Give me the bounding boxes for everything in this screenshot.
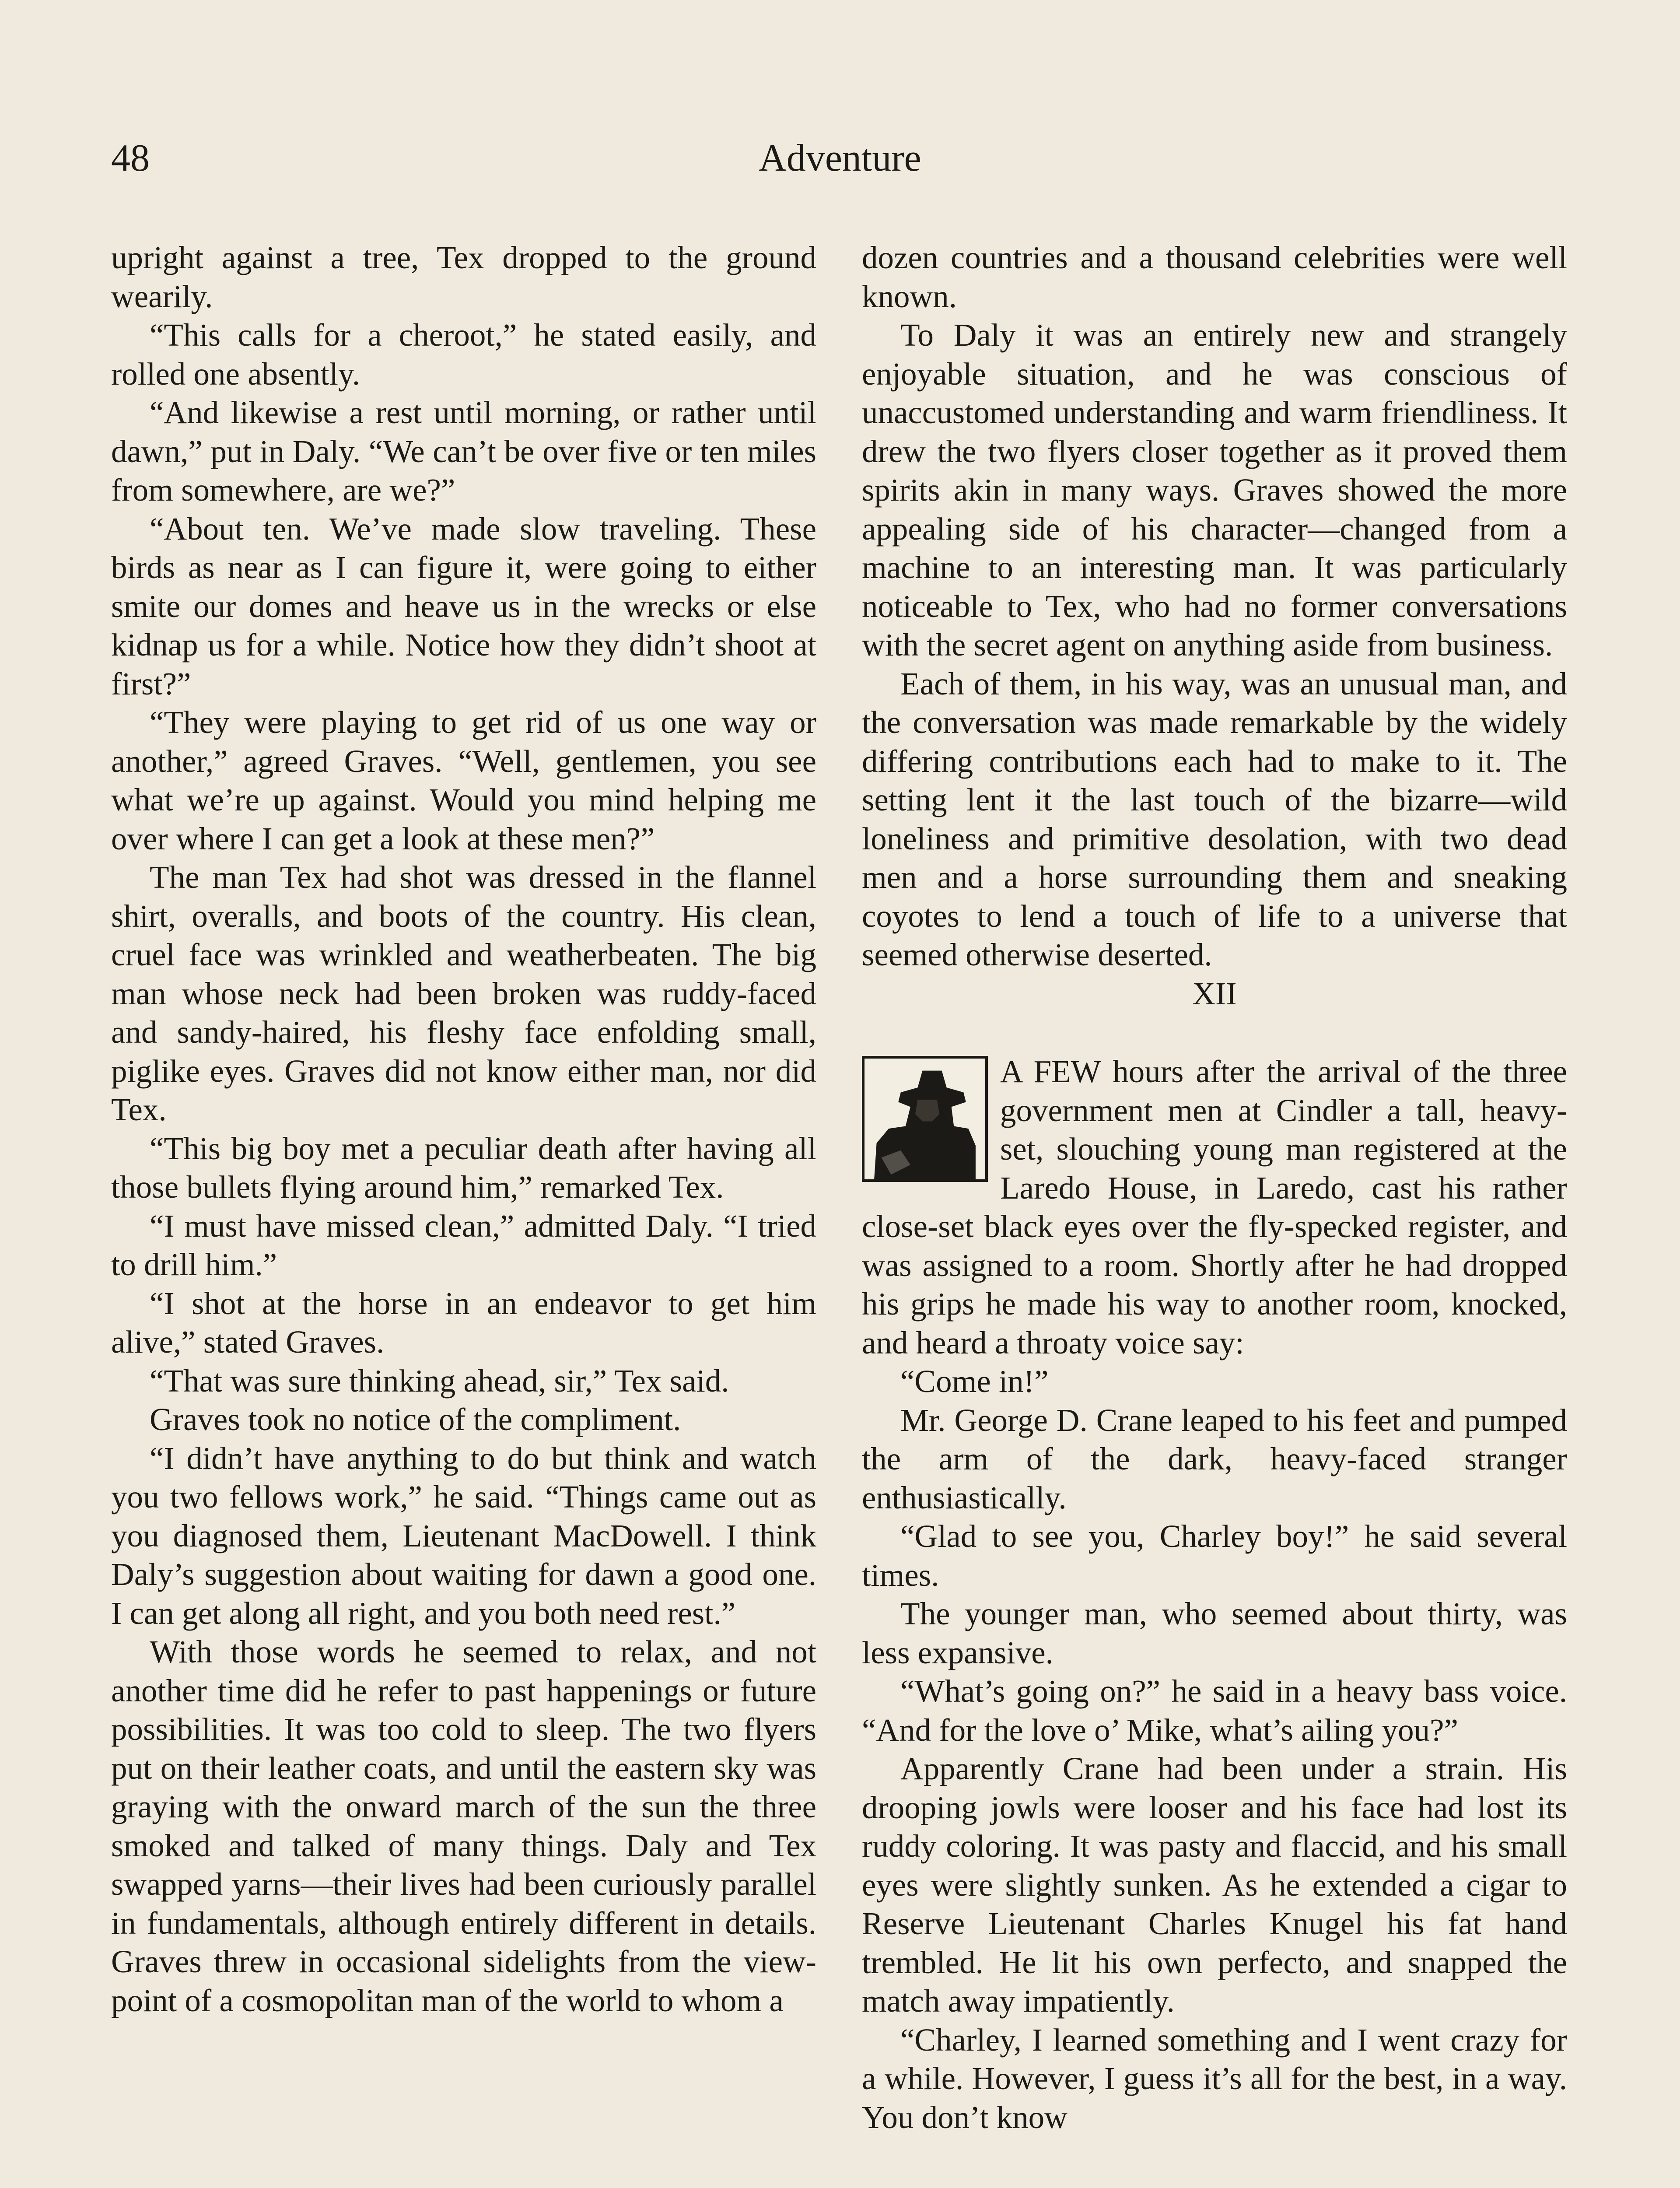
paragraph: “And likewise a rest until morning, or rather until dawn,” put in Daly. “We can’t be over five or ten miles from somewhere, are we?” <box>111 395 816 508</box>
paragraph: “I shot at the horse in an endeavor to get him alive,” stated Graves. <box>111 1285 816 1360</box>
right-column-top-text <box>862 238 1567 975</box>
paragraph: To Daly it was an entirely new and strangely enjoyable situation, and he was conscious of unaccustomed understanding and warm friendliness. It drew the two flyers closer together as it proved them spirits akin in many ways. Graves showed the more appealing side of his character—changed from a machine to an interesting man. It was particularly noticeable to Tex, who had no former conversations with the secret agent on anything aside from business. <box>862 317 1567 663</box>
left-column <box>111 238 816 2020</box>
paragraph: upright against a tree, Tex dropped to the ground wearily. <box>111 240 816 314</box>
dropcap-paragraph <box>862 1052 1567 1362</box>
paragraph: “This big boy met a peculiar death after having all those bullets flying around him,” remarked Tex. <box>111 1130 816 1205</box>
running-head: Adventure <box>759 137 921 179</box>
paragraph: “I didn’t have anything to do but think and watch you two fellows work,” he said. “Things came out as you diagnosed them, Lieutenant MacDowell. I think Daly’s suggestion about waiting for dawn a good one. I can get along all right, and you both need rest.” <box>111 1440 816 1631</box>
paragraph: “This calls for a cheroot,” he stated easily, and rolled one absently. <box>111 317 816 392</box>
paragraph: The man Tex had shot was dressed in the flannel shirt, overalls, and boots of the country. His clean, cruel face was wrinkled and weatherbeaten. The big man whose neck had been broken was ruddy-faced and sandy-haired, his fleshy face enfolding small, piglike eyes. Graves did not know either man, nor did Tex. <box>111 859 816 1127</box>
dropcap-illustration-icon <box>862 1056 988 1182</box>
paragraph: “That was sure thinking ahead, sir,” Tex said. <box>150 1363 729 1399</box>
paragraph: “They were playing to get rid of us one way or another,” agreed Graves. “Well, gentlemen, you see what we’re up against. Would you mind helping me over where I can get a look at these men?” <box>111 705 816 856</box>
section-heading: XII <box>1192 975 1237 1011</box>
paragraph: With those words he seemed to relax, and not another time did he refer to past happenings or future possibilities. It was too cold to sleep. The two flyers put on their leather coats, and until the eastern sky was graying with the onward march of the sun the three smoked and talked of many things. Daly and Tex swapped yarns—their lives had been curiously parallel in fundamentals, although entirely different in details. Graves threw in occasional sidelights from the view-point of a cosmopolitan man of the world to whom a <box>111 1634 816 2018</box>
paragraph: “I must have missed clean,” admitted Daly. “I tried to drill him.” <box>111 1208 816 1282</box>
paragraph: “Charley, I learned something and I went crazy for a while. However, I guess it’s all for the best, in a way. You don’t know <box>862 2022 1567 2135</box>
right-column <box>862 238 1567 2137</box>
paragraph: dozen countries and a thousand celebrities were well known. <box>862 240 1567 314</box>
page-number: 48 <box>111 137 150 179</box>
paragraph: “Glad to see you, Charley boy!” he said several times. <box>862 1518 1567 1593</box>
right-column-bottom-text <box>862 1362 1567 2137</box>
paragraph: “Come in!” <box>900 1364 1049 1399</box>
dropcap-paragraph-text: A FEW hours after the arrival of the three government men at Cindler a tall, heavy-set, slouching young man registered at the Laredo House, in Laredo, cast his rather close-set black eyes over the fly-specked register, and was assigned to a room. Shortly after he had dropped his grips he made his way to another room, knocked, and heard a throaty voice say: <box>862 1054 1567 1360</box>
paragraph: Mr. George D. Crane leaped to his feet and pumped the arm of the dark, heavy-faced stranger enthusiastically. <box>862 1402 1567 1515</box>
paragraph: Graves took no notice of the compliment. <box>150 1402 681 1437</box>
paragraph: “What’s going on?” he said in a heavy bass voice. “And for the love o’ Mike, what’s ailing you?” <box>862 1673 1567 1748</box>
paragraph: Each of them, in his way, was an unusual man, and the conversation was made remarkable by the widely differing contributions each had to make to it. The setting lent it the last touch of the bizarre—wild loneliness and primitive desolation, with two dead men and a horse surrounding them and sneaking coyotes to lend a touch of life to a universe that seemed otherwise deserted. <box>862 666 1567 972</box>
paragraph: Apparently Crane had been under a strain. His drooping jowls were looser and his face had lost its ruddy coloring. It was pasty and flaccid, and his small eyes were slightly sunken. As he extended a cigar to Reserve Lieutenant Charles Knugel his fat hand trembled. He lit his own perfecto, and snapped the match away impatiently. <box>862 1751 1567 2019</box>
paragraph: The younger man, who seemed about thirty, was less expansive. <box>862 1596 1567 1670</box>
paragraph: “About ten. We’ve made slow traveling. These birds as near as I can figure it, were going to either smite our domes and heave us in the wrecks or else kidnap us for a while. Notice how they didn’t shoot at first?” <box>111 511 816 701</box>
